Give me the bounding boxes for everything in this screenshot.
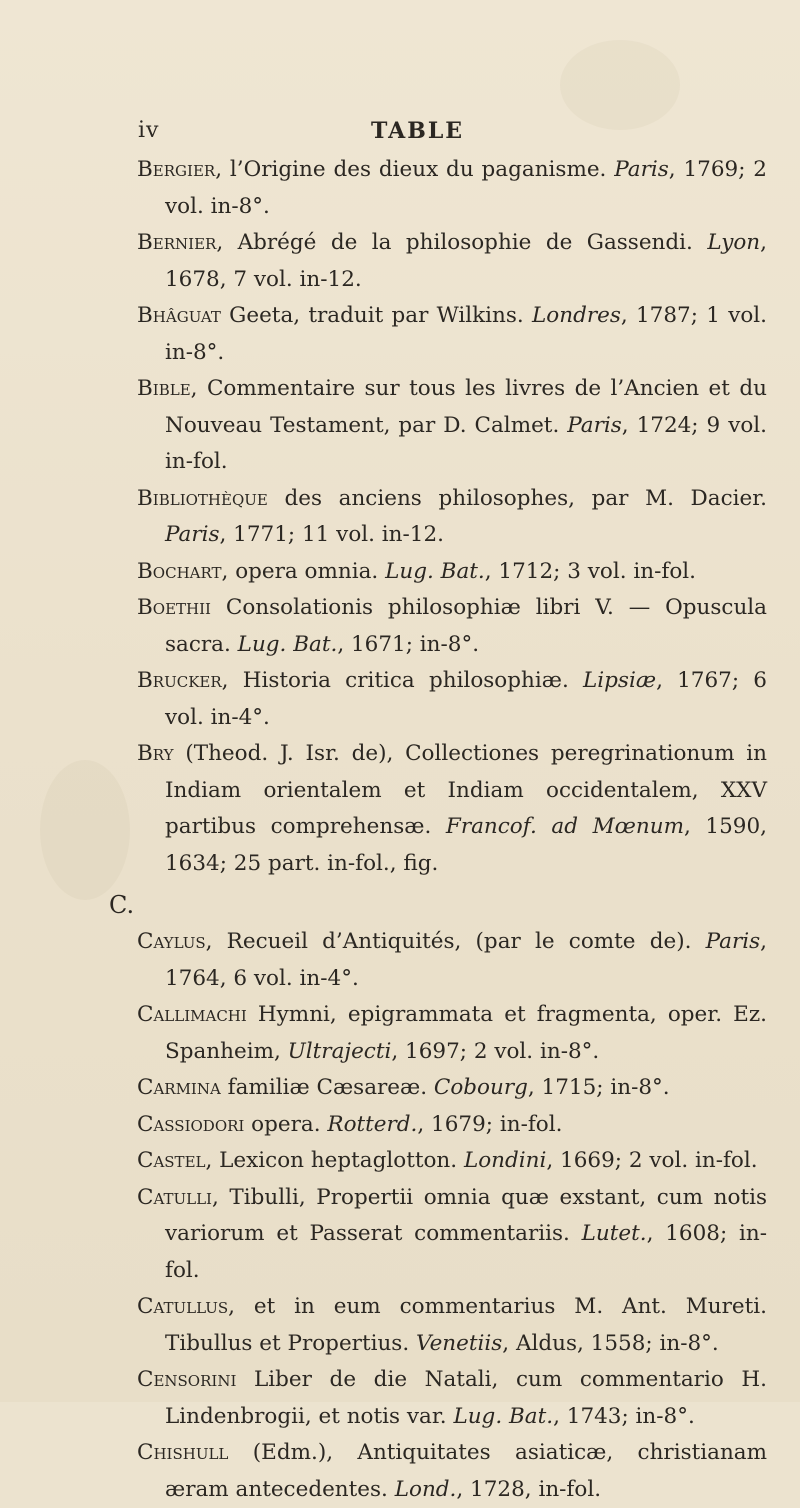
entry-place: Paris: [567, 412, 622, 438]
bibliography-list: [109, 152, 767, 1508]
entry-tail: , 1712; 3 vol. in-fol.: [484, 558, 696, 584]
entry-name: Bhâguat: [137, 303, 221, 328]
entry-place: Paris: [705, 929, 761, 954]
entry-name: Bergier: [137, 157, 216, 182]
entry-tail: , 1697; 2 vol. in-8°.: [391, 1038, 600, 1064]
entry-tail: , 1724; 9 vol. in-fol.: [165, 412, 767, 474]
entry-place: Lutet.: [581, 1221, 647, 1246]
entry-text: , Abrégé de la philosophie de Gassendi.: [216, 230, 708, 255]
entry-place: Paris: [165, 522, 220, 547]
entry-tail: , 1590, 1634; 25 part. in-fol., fig.: [165, 814, 767, 876]
entry-tail: , 1679; in-fol.: [417, 1111, 563, 1137]
entry-place: Lug. Bat.: [385, 558, 485, 584]
entry-place: Venetiis: [416, 1330, 503, 1356]
bibliography-entry: [137, 924, 767, 997]
bibliography-entry: [137, 225, 767, 298]
entry-text: , Historia critica philosophiæ.: [221, 668, 584, 693]
page-header: [138, 118, 658, 148]
entry-place: Rotterd.: [327, 1111, 418, 1137]
bibliography-entry: [137, 554, 767, 591]
entry-name: Boethii: [137, 595, 211, 620]
entry-text: familiæ Cæsareæ.: [220, 1075, 434, 1100]
entry-place: Lipsiæ: [583, 668, 657, 693]
entry-tail: , 1669; 2 vol. in-fol.: [546, 1148, 758, 1173]
bibliography-entry: [137, 1435, 767, 1508]
entry-name: Chishull: [137, 1440, 229, 1465]
bibliography-entry: [137, 1289, 767, 1362]
entry-tail: , 1787; 1 vol. in-8°.: [165, 303, 767, 365]
entry-name: Bernier: [137, 230, 217, 255]
entry-text: , Tibulli, Propertii omnia quæ exstant, cum notis variorum et Passerat commentariis.: [165, 1184, 767, 1246]
entry-text: des anciens philosophes, par M. Dacier.: [267, 485, 767, 511]
page-number: iv: [138, 118, 160, 143]
entry-text: Hymni, epigrammata et fragmenta, oper. Ez. Spanheim,: [165, 1002, 767, 1064]
entry-name: Castel: [137, 1148, 206, 1173]
entry-name: Carmina: [137, 1075, 221, 1100]
bibliography-entry: [137, 298, 767, 371]
entry-tail: , 1728, in-fol.: [456, 1476, 602, 1502]
entry-name: Callimachi: [137, 1002, 247, 1027]
entry-text: (Theod. J. Isr. de), Collectiones peregrinationum in Indiam orientalem et Indiam occidentalem, XXV partibus comprehensæ.: [165, 741, 767, 839]
entry-tail: , 1608; in-fol.: [165, 1221, 767, 1283]
entry-text: Consolationis philosophiæ libri V. — Opuscula sacra.: [165, 595, 767, 657]
section-letter: C.: [109, 891, 135, 919]
entry-place: Londini: [463, 1148, 547, 1173]
entry-place: Lyon: [707, 230, 761, 255]
entry-tail: , 1671; in-8°.: [337, 631, 480, 657]
paper-stain: [40, 760, 130, 900]
bibliography-entry: [137, 371, 767, 481]
entry-name: Catullus: [137, 1294, 229, 1319]
bibliography-entry: [137, 997, 767, 1070]
entry-tail: , 1715; in-8°.: [527, 1075, 670, 1100]
entry-place: Francof. ad Mœnum: [445, 814, 684, 839]
entry-place: Londres: [532, 303, 621, 328]
entry-text: , l’Origine des dieux du paganisme.: [215, 157, 615, 182]
bibliography-entry: [137, 1180, 767, 1290]
entry-text: , opera omnia.: [221, 558, 386, 584]
entry-place: Cobourg: [433, 1075, 528, 1100]
bibliography-entry: [137, 1070, 767, 1107]
entry-name: Brucker: [137, 668, 222, 693]
bibliography-entry: [137, 481, 767, 554]
entry-tail: , 1769; 2 vol. in-8°.: [165, 157, 767, 219]
entry-name: Bible: [137, 376, 191, 401]
entry-text: , Recueil d’Antiquités, (par le comte de).: [205, 929, 706, 954]
bibliography-entry: [137, 152, 767, 225]
paper-stain: [560, 40, 680, 130]
entry-place: Lug. Bat.: [453, 1403, 554, 1429]
entry-text: Geeta, traduit par Wilkins.: [220, 303, 533, 328]
entry-text: opera.: [244, 1111, 328, 1137]
entry-place: Paris: [614, 157, 669, 182]
entry-text: (Edm.), Antiquitates asiaticæ, christianam æram antecedentes.: [165, 1440, 767, 1502]
entry-tail: , 1771; 11 vol. in-12.: [219, 522, 444, 547]
entry-place: Lond.: [394, 1476, 457, 1502]
bibliography-entry: [137, 736, 767, 882]
entry-place: Lug. Bat.: [237, 631, 338, 657]
bibliography-entry: [137, 1143, 767, 1180]
entry-tail: , 1743; in-8°.: [553, 1403, 695, 1429]
entry-tail: , Aldus, 1558; in-8°.: [502, 1330, 719, 1356]
bibliography-entry: [137, 590, 767, 663]
entry-name: Caylus: [137, 929, 206, 954]
entry-name: Bochart: [137, 558, 222, 584]
bibliography-entry: [137, 1362, 767, 1435]
entry-name: Catulli: [137, 1184, 212, 1210]
entry-tail: , 1764, 6 vol. in-4°.: [165, 929, 767, 991]
entry-text: , et in eum commentarius M. Ant. Mureti. Tibullus et Propertius.: [165, 1294, 767, 1356]
entry-tail: , 1767; 6 vol. in-4°.: [165, 668, 767, 730]
entry-text: Liber de die Natali, cum commentario H. Lindenbrogii, et notis var.: [165, 1367, 767, 1429]
entry-text: , Commentaire sur tous les livres de l’Ancien et du Nouveau Testament, par D. Calmet.: [165, 376, 767, 438]
entry-name: Censorini: [137, 1367, 237, 1392]
running-title: TABLE: [371, 118, 465, 144]
entry-name: Bibliothèque: [137, 485, 268, 511]
entry-name: Bry: [137, 741, 174, 766]
entry-place: Ultrajecti: [287, 1038, 392, 1064]
entry-name: Cassiodori: [137, 1111, 245, 1137]
bibliography-entry: [137, 1107, 767, 1144]
entry-text: , Lexicon heptaglotton.: [205, 1148, 464, 1173]
bibliography-entry: [137, 663, 767, 736]
entry-tail: , 1678, 7 vol. in-12.: [165, 230, 767, 292]
